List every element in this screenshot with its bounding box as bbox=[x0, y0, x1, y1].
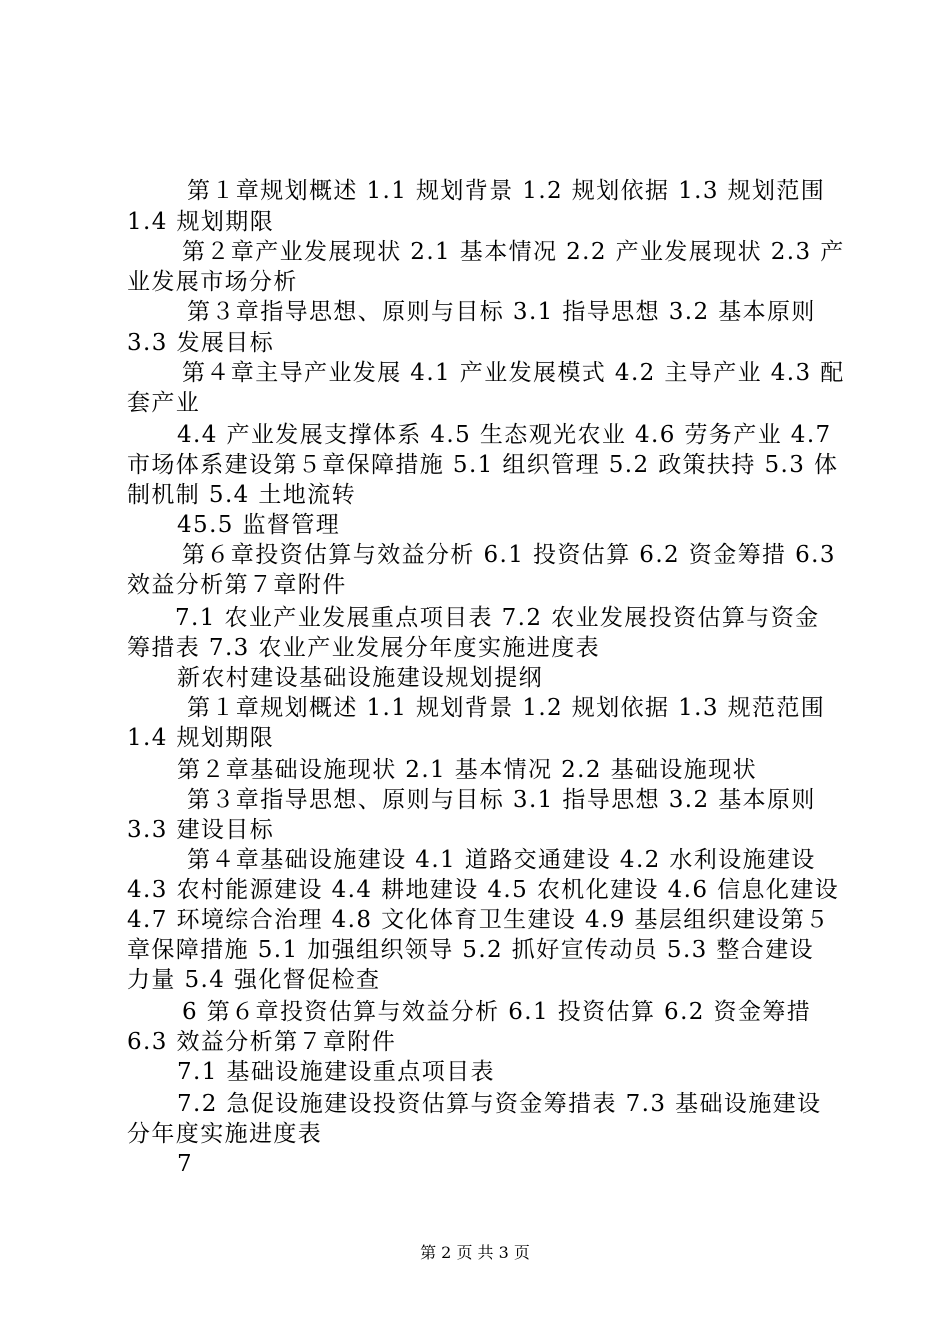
page-number-footer: 第 2 页 共 3 页 bbox=[420, 1243, 530, 1262]
text-line: 第４章基础设施建设 4.1 道路交通建设 4.2 水利设施建设 bbox=[187, 847, 816, 873]
text-line: 第４章主导产业发展 4.1 产业发展模式 4.2 主导产业 4.3 配 bbox=[182, 360, 845, 386]
text-line: 7.1 农业产业发展重点项目表 7.2 农业发展投资估算与资金 bbox=[175, 605, 820, 631]
document-subtitle: 新农村建设基础设施建设规划提纲 bbox=[177, 665, 543, 691]
text-line: 3.3 发展目标 bbox=[127, 330, 275, 356]
text-line: 筹措表 7.3 农业产业发展分年度实施进度表 bbox=[127, 635, 600, 661]
text-line: 6.3 效益分析第７章附件 bbox=[127, 1029, 397, 1055]
text-line: 7.2 急促设施建设投资估算与资金筹措表 7.3 基础设施建设 bbox=[177, 1091, 822, 1117]
text-line: 分年度实施进度表 bbox=[127, 1121, 323, 1147]
text-line: 4.7 环境综合治理 4.8 文化体育卫生建设 4.9 基层组织建设第５ bbox=[127, 907, 830, 933]
text-line: 效益分析第７章附件 bbox=[127, 572, 347, 598]
text-line: 套产业 bbox=[127, 390, 201, 416]
text-line: 第１章规划概述 1.1 规划背景 1.2 规划依据 1.3 规划范围 bbox=[187, 178, 826, 204]
text-line: 第２章产业发展现状 2.1 基本情况 2.2 产业发展现状 2.3 产 bbox=[182, 239, 845, 265]
text-line: 6 第６章投资估算与效益分析 6.1 投资估算 6.2 资金筹措 bbox=[182, 999, 812, 1025]
text-line: 7.1 基础设施建设重点项目表 bbox=[177, 1059, 495, 1085]
text-line: 力量 5.4 强化督促检查 bbox=[127, 967, 381, 993]
text-line: 7 bbox=[177, 1151, 194, 1177]
text-line: 业发展市场分析 bbox=[127, 269, 298, 295]
text-line: 第３章指导思想、原则与目标 3.1 指导思想 3.2 基本原则 bbox=[187, 787, 816, 813]
text-line: 章保障措施 5.1 加强组织领导 5.2 抓好宣传动员 5.3 整合建设 bbox=[127, 937, 814, 963]
text-line: 1.4 规划期限 bbox=[127, 209, 275, 235]
text-line: 3.3 建设目标 bbox=[127, 817, 275, 843]
text-line: 4.4 产业发展支撑体系 4.5 生态观光农业 4.6 劳务产业 4.7 bbox=[177, 422, 832, 448]
text-line: 45.5 监督管理 bbox=[177, 512, 341, 538]
text-line: 1.4 规划期限 bbox=[127, 725, 275, 751]
text-line: 第３章指导思想、原则与目标 3.1 指导思想 3.2 基本原则 bbox=[187, 299, 816, 325]
text-line: 第２章基础设施现状 2.1 基本情况 2.2 基础设施现状 bbox=[177, 757, 757, 783]
text-line: 第６章投资估算与效益分析 6.1 投资估算 6.2 资金筹措 6.3 bbox=[182, 542, 836, 568]
text-line: 第１章规划概述 1.1 规划背景 1.2 规划依据 1.3 规范范围 bbox=[187, 695, 826, 721]
text-line: 市场体系建设第５章保障措施 5.1 组织管理 5.2 政策扶持 5.3 体 bbox=[127, 452, 839, 478]
text-line: 制机制 5.4 土地流转 bbox=[127, 482, 356, 508]
text-line: 4.3 农村能源建设 4.4 耕地建设 4.5 农机化建设 4.6 信息化建设 bbox=[127, 877, 840, 903]
